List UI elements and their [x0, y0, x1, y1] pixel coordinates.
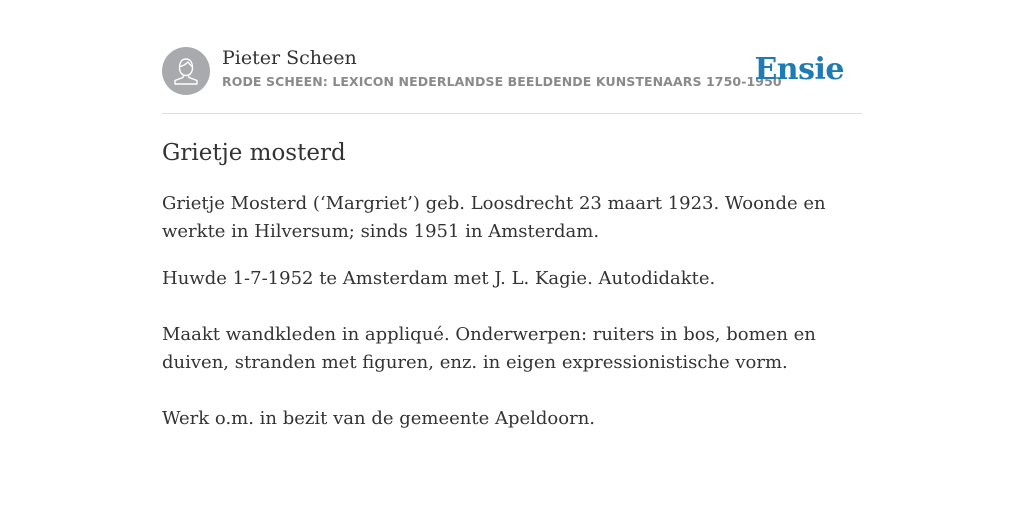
ensie-logo[interactable]: Ensie: [754, 52, 844, 87]
author-header: [162, 46, 862, 96]
article-paragraph: Huwde 1-7-1952 te Amsterdam met J. L. Kagie. Autodidakte.: [162, 268, 716, 289]
user-silhouette-icon: [162, 47, 210, 95]
article-paragraph: Grietje Mosterd (‘Margriet’) geb. Loosdrecht 23 maart 1923. Woonde en werkte in Hilversum; sinds 1951 in Amsterdam.: [162, 193, 826, 242]
author-name[interactable]: Pieter Scheen: [222, 47, 357, 69]
avatar[interactable]: [162, 47, 210, 95]
article-paragraph: Maakt wandkleden in appliqué. Onderwerpen: ruiters in bos, bomen en duiven, stranden met figuren, enz. in eigen expressionistische vorm.: [162, 324, 816, 373]
article-card: [162, 0, 862, 512]
article-title: Grietje mosterd: [162, 140, 346, 166]
source-title[interactable]: RODE SCHEEN: LEXICON NEDERLANDSE BEELDENDE KUNSTENAARS 1750-1950: [222, 74, 782, 89]
header-divider: [162, 113, 862, 114]
article-paragraph: Werk o.m. in bezit van de gemeente Apeldoorn.: [162, 408, 596, 429]
